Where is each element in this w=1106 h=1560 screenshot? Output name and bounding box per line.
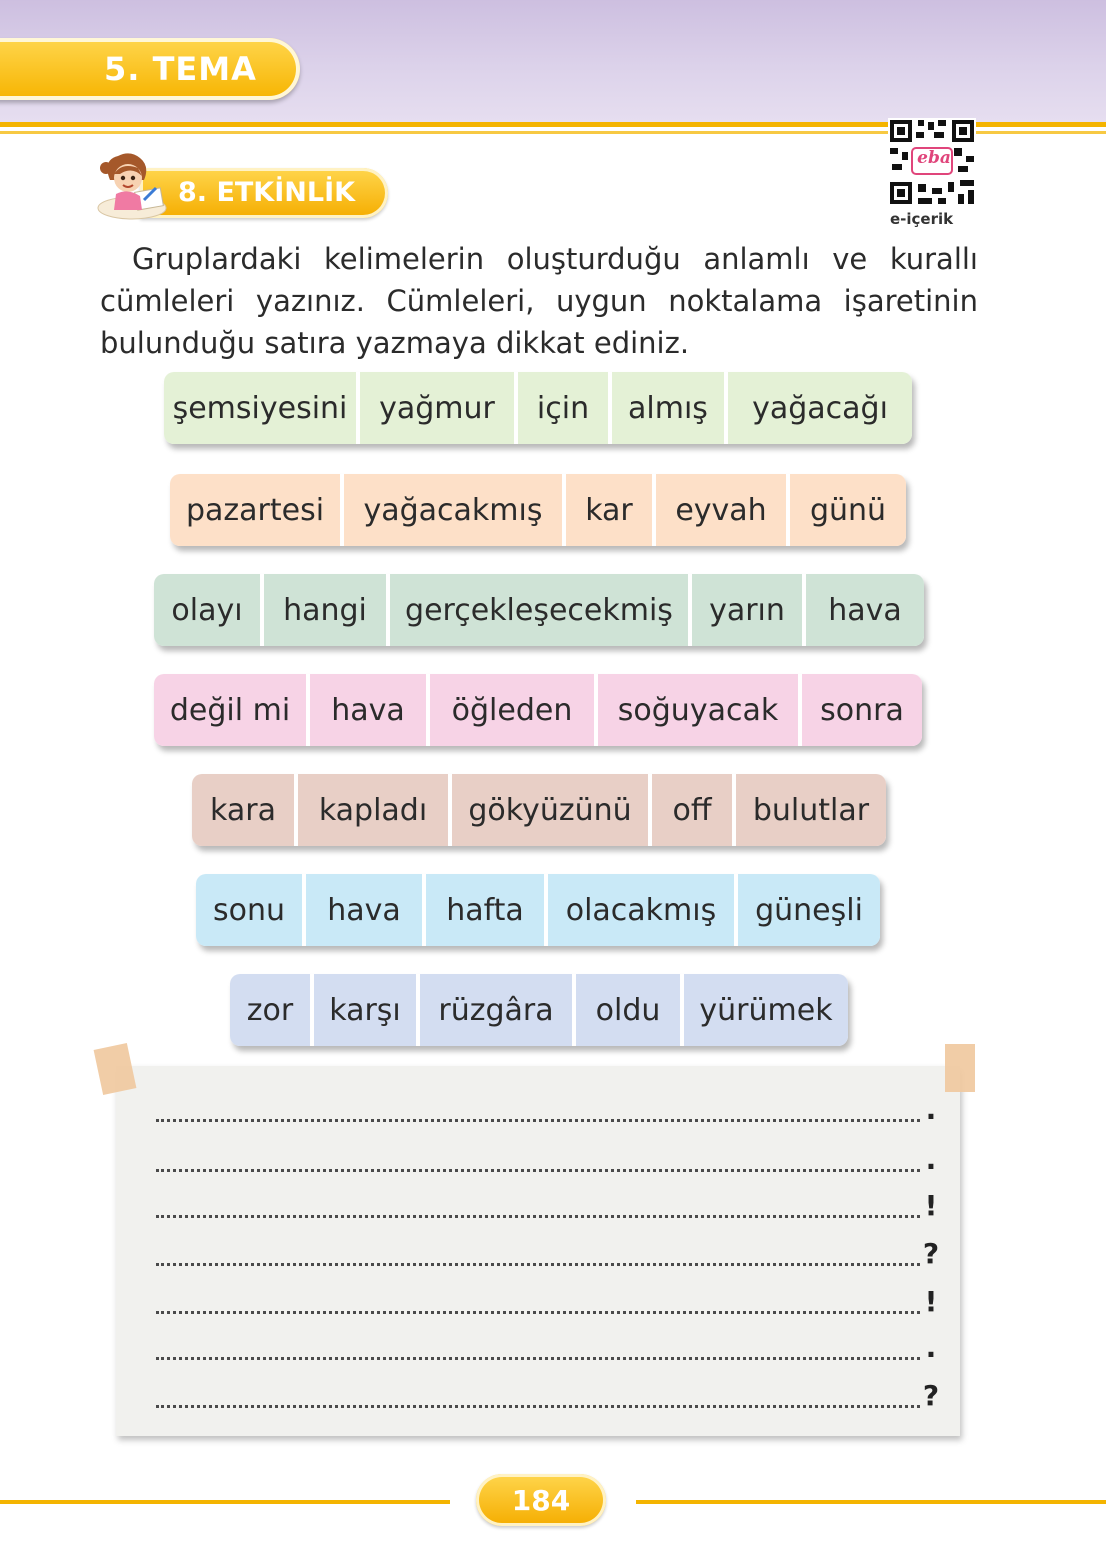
dotted-line[interactable]	[156, 1391, 920, 1408]
tape-right	[945, 1044, 975, 1092]
punctuation-mark: ?	[922, 1237, 940, 1270]
word-tile: kar	[566, 474, 656, 546]
dotted-line[interactable]	[156, 1155, 920, 1172]
word-tile: hava	[306, 874, 426, 946]
answer-line-1[interactable]	[156, 1084, 942, 1124]
word-tile: kara	[192, 774, 298, 846]
word-tile: kapladı	[298, 774, 452, 846]
girl-writing-icon	[92, 150, 172, 222]
theme-label: 5. TEMA	[104, 50, 257, 88]
word-tile: rüzgâra	[420, 974, 576, 1046]
dotted-line[interactable]	[156, 1249, 920, 1266]
word-group-6	[196, 874, 880, 946]
word-tile: öğleden	[430, 674, 598, 746]
word-tile: yağmur	[360, 372, 518, 444]
dotted-line[interactable]	[156, 1343, 920, 1360]
word-tile: günü	[790, 474, 906, 546]
instruction-text: Gruplardaki kelimelerin oluşturduğu anlamlı ve kurallı cümleleri yazınız. Cümleleri, uygun noktalama işaretinin bulunduğu satıra yazmaya dikkat ediniz.	[100, 242, 978, 360]
punctuation-mark: .	[925, 1143, 937, 1176]
footer-rule-left	[0, 1500, 450, 1504]
punctuation-mark: ?	[922, 1379, 940, 1412]
word-tile: zor	[230, 974, 314, 1046]
word-tile: yürümek	[684, 974, 848, 1046]
answer-line-2[interactable]	[156, 1134, 942, 1174]
activity-title: 8. ETKİNLİK	[178, 177, 356, 208]
dotted-line[interactable]	[156, 1105, 920, 1122]
word-tile: gerçekleşecekmiş	[390, 574, 692, 646]
word-tile: pazartesi	[170, 474, 344, 546]
dotted-line[interactable]	[156, 1297, 920, 1314]
word-tile: yarın	[692, 574, 806, 646]
word-tile: sonra	[802, 674, 922, 746]
word-tile: eyvah	[656, 474, 790, 546]
answer-line-5[interactable]	[156, 1276, 942, 1316]
word-tile: hafta	[426, 874, 548, 946]
word-tile: hava	[806, 574, 924, 646]
word-tile: yağacakmış	[344, 474, 566, 546]
word-tile: soğuyacak	[598, 674, 802, 746]
word-group-2	[170, 474, 906, 546]
answer-line-4[interactable]	[156, 1228, 942, 1268]
word-tile: off	[652, 774, 736, 846]
word-tile: olacakmış	[548, 874, 738, 946]
word-tile: yağacağı	[728, 372, 912, 444]
punctuation-mark: .	[925, 1093, 937, 1126]
word-tile: almış	[612, 372, 728, 444]
word-tile: şemsiyesini	[164, 372, 360, 444]
word-tile: oldu	[576, 974, 684, 1046]
word-group-5	[192, 774, 886, 846]
footer-rule-right	[636, 1500, 1106, 1504]
activity-badge	[140, 168, 388, 218]
word-tile: bulutlar	[736, 774, 886, 846]
tape-left	[94, 1043, 137, 1095]
punctuation-mark: .	[925, 1331, 937, 1364]
word-tile: olayı	[154, 574, 264, 646]
punctuation-mark: !	[924, 1285, 938, 1318]
answer-line-7[interactable]	[156, 1370, 942, 1410]
answer-line-3[interactable]	[156, 1180, 942, 1220]
word-tile: değil mi	[154, 674, 310, 746]
page-number-badge	[476, 1474, 606, 1526]
dotted-line[interactable]	[156, 1201, 920, 1218]
word-tile: sonu	[196, 874, 306, 946]
word-tile: karşı	[314, 974, 420, 1046]
answer-line-6[interactable]	[156, 1322, 942, 1362]
page-number: 184	[511, 1483, 571, 1517]
word-group-7	[230, 974, 848, 1046]
punctuation-mark: !	[924, 1189, 938, 1222]
word-tile: hava	[310, 674, 430, 746]
word-group-1	[164, 372, 912, 444]
qr-caption: e-içerik	[890, 210, 954, 228]
word-group-3	[154, 574, 924, 646]
word-tile: hangi	[264, 574, 390, 646]
word-tile: gökyüzünü	[452, 774, 652, 846]
eba-logo: eba	[917, 148, 951, 168]
theme-badge	[0, 38, 300, 100]
word-tile: için	[518, 372, 612, 444]
word-group-4	[154, 674, 922, 746]
word-tile: güneşli	[738, 874, 880, 946]
